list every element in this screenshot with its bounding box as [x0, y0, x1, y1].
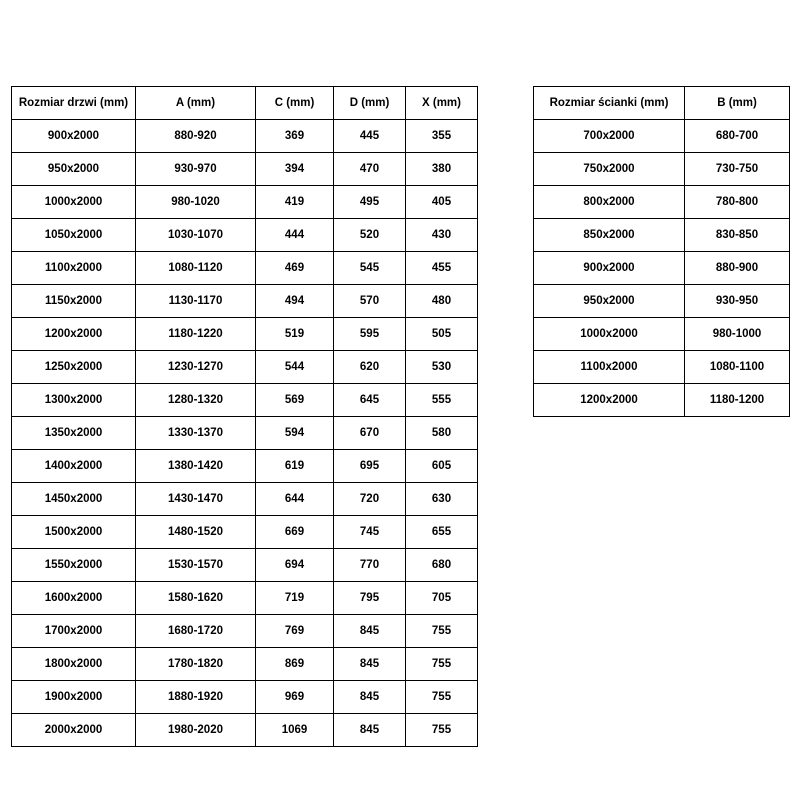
table-cell: 830-850	[685, 219, 790, 252]
table-cell: 355	[406, 120, 478, 153]
table-cell: 369	[256, 120, 334, 153]
table-row	[534, 384, 790, 417]
table-row	[12, 549, 478, 582]
table-cell: 605	[406, 450, 478, 483]
table-header-row	[12, 87, 478, 120]
column-header-d: D (mm)	[334, 87, 406, 120]
table-cell: 769	[256, 615, 334, 648]
table-cell: 980-1020	[136, 186, 256, 219]
table-cell: 1880-1920	[136, 681, 256, 714]
table-cell: 620	[334, 351, 406, 384]
table-row	[534, 153, 790, 186]
table-cell: 494	[256, 285, 334, 318]
table-cell: 630	[406, 483, 478, 516]
table-cell: 755	[406, 714, 478, 747]
table-row	[12, 615, 478, 648]
table-row	[12, 681, 478, 714]
table-cell: 730-750	[685, 153, 790, 186]
table-cell: 850x2000	[534, 219, 685, 252]
walls-size-table	[533, 86, 790, 417]
table-cell: 1000x2000	[534, 318, 685, 351]
table-cell: 719	[256, 582, 334, 615]
walls-size-table-container	[533, 86, 790, 417]
table-row	[534, 186, 790, 219]
table-cell: 569	[256, 384, 334, 417]
table-cell: 1430-1470	[136, 483, 256, 516]
table-cell: 880-900	[685, 252, 790, 285]
table-row	[534, 351, 790, 384]
table-cell: 1980-2020	[136, 714, 256, 747]
table-cell: 780-800	[685, 186, 790, 219]
table-cell: 469	[256, 252, 334, 285]
column-header-a: A (mm)	[136, 87, 256, 120]
table-cell: 694	[256, 549, 334, 582]
table-cell: 900x2000	[12, 120, 136, 153]
table-cell: 1530-1570	[136, 549, 256, 582]
table-row	[12, 483, 478, 516]
table-row	[534, 285, 790, 318]
table-cell: 1380-1420	[136, 450, 256, 483]
table-cell: 544	[256, 351, 334, 384]
walls-table-body	[534, 120, 790, 417]
table-cell: 530	[406, 351, 478, 384]
table-cell: 595	[334, 318, 406, 351]
table-cell: 1130-1170	[136, 285, 256, 318]
table-cell: 880-920	[136, 120, 256, 153]
table-cell: 470	[334, 153, 406, 186]
table-cell: 900x2000	[534, 252, 685, 285]
table-cell: 930-970	[136, 153, 256, 186]
table-row	[12, 120, 478, 153]
table-cell: 455	[406, 252, 478, 285]
table-cell: 1600x2000	[12, 582, 136, 615]
table-cell: 1550x2000	[12, 549, 136, 582]
table-cell: 2000x2000	[12, 714, 136, 747]
table-cell: 1180-1200	[685, 384, 790, 417]
table-cell: 1280-1320	[136, 384, 256, 417]
table-cell: 555	[406, 384, 478, 417]
table-cell: 1450x2000	[12, 483, 136, 516]
column-header-wall-size: Rozmiar ścianki (mm)	[534, 87, 685, 120]
table-cell: 1100x2000	[12, 252, 136, 285]
table-cell: 1800x2000	[12, 648, 136, 681]
table-cell: 480	[406, 285, 478, 318]
table-cell: 430	[406, 219, 478, 252]
doors-size-table-container	[11, 86, 478, 747]
table-cell: 969	[256, 681, 334, 714]
table-cell: 380	[406, 153, 478, 186]
table-row	[12, 351, 478, 384]
table-cell: 700x2000	[534, 120, 685, 153]
table-cell: 394	[256, 153, 334, 186]
column-header-b: B (mm)	[685, 87, 790, 120]
table-cell: 1300x2000	[12, 384, 136, 417]
table-row	[534, 318, 790, 351]
column-header-x: X (mm)	[406, 87, 478, 120]
table-cell: 750x2000	[534, 153, 685, 186]
table-cell: 1080-1100	[685, 351, 790, 384]
table-cell: 680	[406, 549, 478, 582]
table-cell: 980-1000	[685, 318, 790, 351]
table-cell: 950x2000	[534, 285, 685, 318]
table-cell: 1000x2000	[12, 186, 136, 219]
table-row	[534, 252, 790, 285]
table-cell: 1200x2000	[534, 384, 685, 417]
table-cell: 1100x2000	[534, 351, 685, 384]
table-row	[12, 219, 478, 252]
table-cell: 795	[334, 582, 406, 615]
table-cell: 505	[406, 318, 478, 351]
table-cell: 1050x2000	[12, 219, 136, 252]
doors-size-table	[11, 86, 478, 747]
column-header-c: C (mm)	[256, 87, 334, 120]
walls-table-header	[534, 87, 790, 120]
table-cell: 869	[256, 648, 334, 681]
table-cell: 755	[406, 681, 478, 714]
table-row	[12, 582, 478, 615]
table-row	[12, 648, 478, 681]
table-cell: 1150x2000	[12, 285, 136, 318]
table-cell: 669	[256, 516, 334, 549]
table-cell: 720	[334, 483, 406, 516]
table-cell: 545	[334, 252, 406, 285]
table-cell: 644	[256, 483, 334, 516]
table-header-row	[534, 87, 790, 120]
table-cell: 444	[256, 219, 334, 252]
table-cell: 950x2000	[12, 153, 136, 186]
table-row	[12, 186, 478, 219]
table-cell: 680-700	[685, 120, 790, 153]
table-cell: 495	[334, 186, 406, 219]
table-cell: 419	[256, 186, 334, 219]
table-row	[12, 285, 478, 318]
table-row	[12, 384, 478, 417]
doors-table-header	[12, 87, 478, 120]
table-row	[12, 318, 478, 351]
table-cell: 845	[334, 615, 406, 648]
table-row	[12, 417, 478, 450]
table-row	[12, 516, 478, 549]
table-cell: 1250x2000	[12, 351, 136, 384]
table-row	[12, 252, 478, 285]
doors-table-body	[12, 120, 478, 747]
table-cell: 1700x2000	[12, 615, 136, 648]
table-cell: 1350x2000	[12, 417, 136, 450]
table-cell: 800x2000	[534, 186, 685, 219]
table-cell: 445	[334, 120, 406, 153]
table-cell: 755	[406, 648, 478, 681]
table-cell: 1500x2000	[12, 516, 136, 549]
table-cell: 619	[256, 450, 334, 483]
table-cell: 655	[406, 516, 478, 549]
table-cell: 1400x2000	[12, 450, 136, 483]
table-cell: 745	[334, 516, 406, 549]
table-cell: 770	[334, 549, 406, 582]
table-row	[12, 153, 478, 186]
table-cell: 930-950	[685, 285, 790, 318]
table-row	[534, 219, 790, 252]
table-cell: 845	[334, 648, 406, 681]
table-cell: 1069	[256, 714, 334, 747]
table-row	[12, 450, 478, 483]
table-cell: 405	[406, 186, 478, 219]
table-cell: 1330-1370	[136, 417, 256, 450]
table-cell: 1180-1220	[136, 318, 256, 351]
table-cell: 1200x2000	[12, 318, 136, 351]
table-cell: 570	[334, 285, 406, 318]
table-row	[12, 714, 478, 747]
table-cell: 1900x2000	[12, 681, 136, 714]
table-cell: 695	[334, 450, 406, 483]
table-cell: 594	[256, 417, 334, 450]
table-cell: 1780-1820	[136, 648, 256, 681]
table-cell: 755	[406, 615, 478, 648]
table-cell: 1080-1120	[136, 252, 256, 285]
table-row	[534, 120, 790, 153]
table-cell: 845	[334, 714, 406, 747]
table-cell: 1230-1270	[136, 351, 256, 384]
table-cell: 845	[334, 681, 406, 714]
table-cell: 580	[406, 417, 478, 450]
table-cell: 670	[334, 417, 406, 450]
column-header-door-size: Rozmiar drzwi (mm)	[12, 87, 136, 120]
table-cell: 705	[406, 582, 478, 615]
table-cell: 519	[256, 318, 334, 351]
table-cell: 1580-1620	[136, 582, 256, 615]
table-cell: 1680-1720	[136, 615, 256, 648]
table-cell: 1030-1070	[136, 219, 256, 252]
table-cell: 1480-1520	[136, 516, 256, 549]
table-cell: 645	[334, 384, 406, 417]
table-cell: 520	[334, 219, 406, 252]
